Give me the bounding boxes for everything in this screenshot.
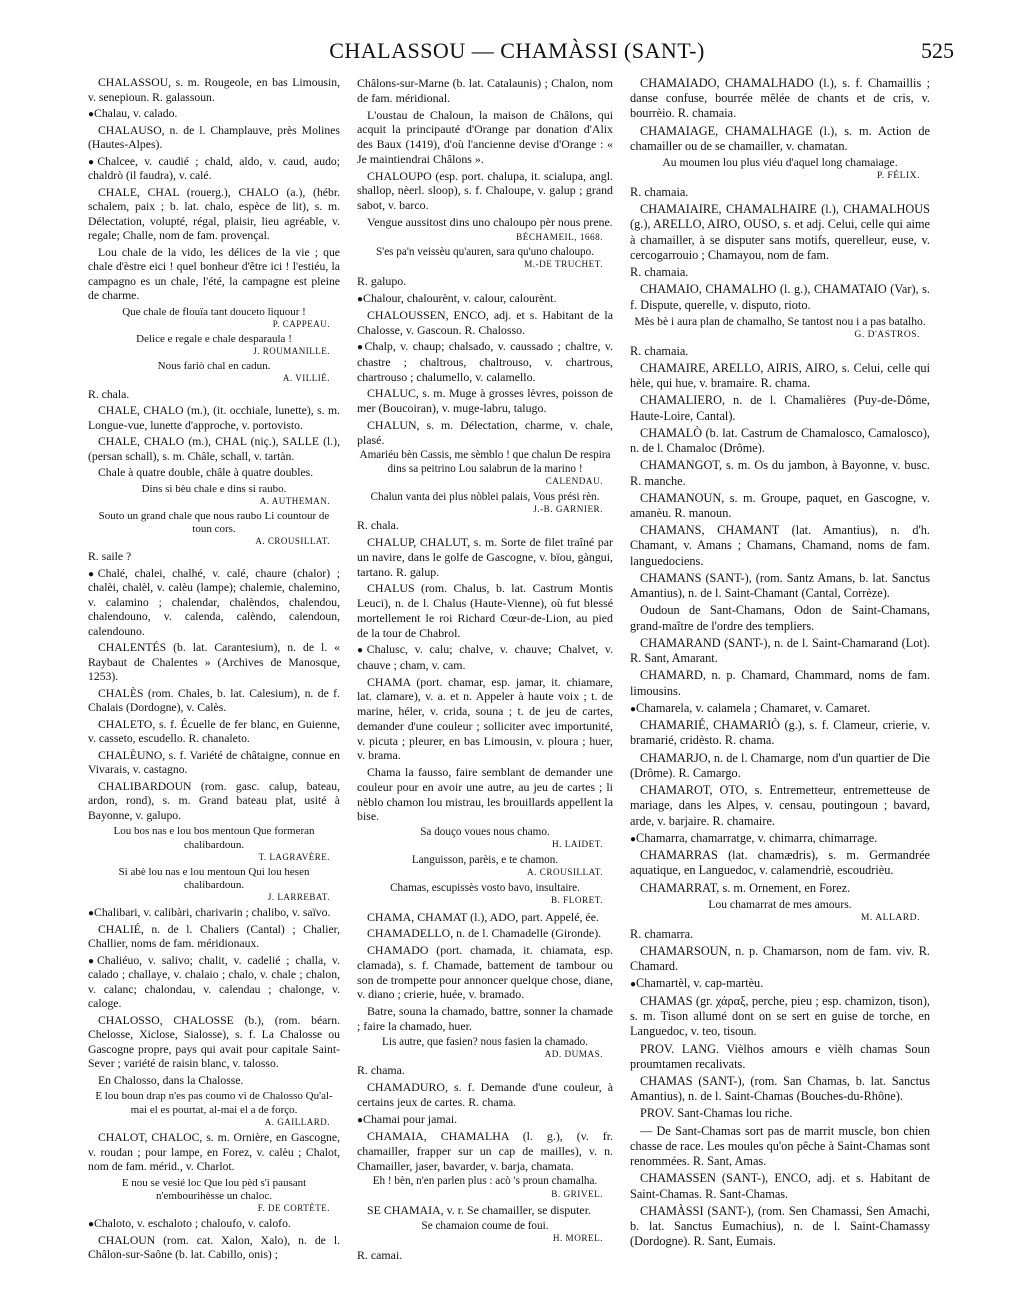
entry-continuation: R. saile ?	[88, 550, 132, 564]
entry-paragraph: PROV. LANG. Vièlhos amours e vièlh chamas Soun proumtamen recalivats.	[630, 1041, 930, 1071]
citation-author: M. ALLARD.	[860, 911, 920, 923]
citation-author: A. GAILLARD.	[264, 1116, 330, 1127]
citation-author: A. VILLIÉ.	[282, 373, 330, 384]
entry-paragraph: CHALE, CHAL (rouerg.), CHALO (a.), (hébr. schalem, paix ; b. lat. chalo, espèce de lit), s. m. Délectation, volupté, régal, plaisir, lieu agréable, v. regale; Challe, nom de fam. provençal.	[88, 185, 340, 242]
entry-continuation: R. chamaia.	[630, 184, 689, 199]
cross-reference-entry: ● Chamartèl, v. cap-martèu.	[630, 976, 930, 991]
citation-author: P. CAPPEAU.	[272, 318, 330, 329]
citation-author: P. FÉLIX.	[876, 170, 920, 182]
entry-paragraph: Batre, souna la chamado, battre, sonner la chamade ; faire la chamado, huer.	[357, 1004, 613, 1033]
entry-paragraph: En Chalosso, dans la Chalosse.	[98, 1073, 244, 1087]
citation-author: G. D'ASTROS.	[854, 328, 920, 340]
entry-paragraph: CHALÈS (rom. Chales, b. lat. Calesium), n. de f. Chalais (Dordogne), v. Calès.	[88, 686, 340, 715]
entry-continuation: R. chala.	[357, 518, 399, 533]
citation-quote: Eh ! bèn, n'en parlen plus : acò 's proun chamalha.	[372, 1175, 598, 1188]
cross-reference-entry: ● Chamarra, chamarratge, v. chimarra, chimarrage.	[630, 831, 930, 846]
entry-paragraph: Vengue aussitost dins uno chaloupo pèr nous prene.	[367, 214, 613, 229]
entry-paragraph: CHALOUPO (esp. port. chalupa, it. scialupa, angl. shallop, nèerl. sloop), s. f. Chaloupe, v. galup ; grand sabot, v. barco.	[357, 168, 613, 212]
page-number: 525	[921, 38, 954, 63]
entry-paragraph: CHALE, CHALO (m.), CHAL (niç.), SALLE (l.), (persan schall), s. m. Châle, schall, v. tartàn.	[88, 435, 340, 463]
citation-author: A. CROUSILLAT.	[255, 536, 330, 547]
column-middle	[357, 76, 613, 1265]
entry-continuation: R. galupo.	[357, 273, 407, 288]
entry-paragraph: CHALÈUNO, s. f. Variété de châtaigne, connue en Vivarais, v. castagno.	[88, 748, 340, 777]
citation-author: M.-DE TRUCHET.	[524, 259, 603, 270]
citation-quote: E lou boun drap n'es pas coumo vi de Chalosso Qu'al-mai el es pourtat, al-mai el a de forço.	[95, 1090, 333, 1116]
entry-paragraph: CHALASSOU, s. m. Rougeole, en bas Limousin, v. senepioun. R. galassoun.	[88, 76, 340, 104]
citation-quote: Se chamaion coume de foui.	[421, 1219, 549, 1232]
entry-paragraph: CHALUN, s. m. Délectation, charme, v. chale, plasé.	[357, 417, 613, 447]
entry-paragraph: CHAMAIRE, ARELLO, AIRIS, AIRO, s. Celui, celle qui hèle, qui hue, v. bramaire. R. chama.	[630, 360, 930, 391]
citation-quote: Mès bè i aura plan de chamalho, Se tantost nou i a pas batalho.	[634, 314, 926, 328]
entry-paragraph: Chama la fausso, faire semblant de demander une couleur pour en avoir une autre, au jeu de cartes ; li nèblo chamon lou mistrau, les brouillards appellent la bise.	[357, 765, 613, 824]
entry-paragraph: CHALIBARDOUN (rom. gasc. calup, bateau, ardon, rond), s. m. Grand bateau plat, usité à Bayonne, v. galupo.	[88, 779, 340, 822]
citation-author: H. LAIDET.	[551, 839, 603, 850]
entry-paragraph: CHAMANS, CHAMANT (lat. Amantius), n. d'h. Chamant, v. Amans ; Chamans, Chamand, noms de fam. languedociens.	[630, 523, 930, 568]
entry-paragraph: — De Sant-Chamas sort pas de marrit muscle, bon chien chasse de race. Les moules qu'on pêche à Saint-Chamas sont renommées. R. Sant, Amas.	[630, 1123, 930, 1169]
entry-paragraph: CHAMALÒ (b. lat. Castrum de Chamalosco, Camalosco), n. de l. Chamaloc (Drôme).	[630, 425, 930, 456]
entry-paragraph: CHAMÀSSI (SANT-), (rom. Sen Chamassi, Sen Amachi, b. lat. Sanctus Eumachius), n. de l. Saint-Chamassy (Dordogne). R. Sant, Eumais.	[630, 1203, 930, 1249]
citation-author: A. AUTHEMAN.	[259, 495, 330, 506]
entry-paragraph: CHAMARRAS (lat. chamædris), s. m. Germandrée aquatique, en Languedoc, v. calamendriè, escoudrièu.	[630, 848, 930, 878]
entry-paragraph: CHALIÉ, n. de l. Chaliers (Cantal) ; Chalier, Challier, noms de fam. méridionaux.	[88, 922, 340, 951]
citation-quote: Lou bos nas e lou bos mentoun Que formeran chalibardoun.	[113, 825, 315, 851]
cross-reference-entry: ● Chalibari, v. calibàri, charivarin ; chalibo, v. saïvo.	[88, 906, 340, 921]
entry-continuation: Châlons-sur-Marne (b. lat. Catalaunis) ; Chalon, nom de fam. méridional.	[357, 76, 613, 105]
entry-paragraph: CHAMANS (SANT-), (rom. Santz Amans, b. lat. Sanctus Amantius), n. de l. Saint-Chamant (Cantal, Corrèze).	[630, 570, 930, 601]
entry-paragraph: CHAMALIERO, n. de l. Chamalières (Puy-de-Dôme, Haute-Loire, Cantal).	[630, 393, 930, 423]
cross-reference-entry: ● Chalau, v. calado.	[88, 107, 340, 122]
entry-paragraph: CHAMASSEN (SANT-), ENCO, adj. et s. Habitant de Saint-Chamas. R. Sant-Chamas.	[630, 1171, 930, 1201]
entry-continuation: R. chamaia.	[630, 343, 689, 358]
citation-quote: Que chale de flouïa tant douceto liquour !	[122, 305, 306, 318]
entry-continuation: R. chamarra.	[630, 926, 694, 941]
citation-quote: Dins si bèu chale e dins si raubo.	[141, 482, 287, 495]
cross-reference-entry: ● Chalé, chalei, chalhé, v. calé, chaure (chalor) ; chalèi, chalèl, v. calèu (lampe); chalemie, chalemino, v. calamino ; chalendar, chalèndos, chalendou, chalendouno, v. calenda, calèndo, calendoun, calendouno.	[88, 567, 340, 640]
cross-reference-entry: ● Chaloto, v. eschaloto ; chaloufo, v. calofo.	[88, 1217, 340, 1232]
entry-paragraph: CHAMA (port. chamar, esp. jamar, it. chiamare, lat. clamare), v. a. et n. Appeler à haute voix ; t. de marine, héler, v. crida, souna ; t. de jeu de cartes, demander d'une couleur ; solliciter avec importunité, v. picuta ; pleurer, en bas Limousin, v. ploura ; huer, v. brama.	[357, 674, 613, 763]
entry-paragraph: CHALOT, CHALOC, s. m. Ornière, en Gascogne, v. roudan ; pour lampe, en Forez, v. calèu ; Chalot, nom de fam. mérid., v. Charlot.	[88, 1131, 340, 1173]
citation-quote: E nou se vesié loc Que lou pèd s'i pausant n'embourihèsse un chaloc.	[121, 1176, 307, 1202]
entry-paragraph: CHAMAIA, CHAMALHA (l. g.), (v. fr. chamailler, frapper sur un cap de mailles), v. n. Chamailler, jaser, bavarder, v. barja, chamata.	[357, 1129, 613, 1173]
citation-quote: Languisson, parèis, e te chamon.	[411, 853, 559, 866]
citation-author: J. LARREBAT.	[267, 892, 330, 903]
entry-paragraph: CHALE, CHALO (m.), (it. occhiale, lunette), s. m. Longue-vue, lunette d'approche, v. portovisto.	[88, 404, 340, 432]
entry-paragraph: CHALUP, CHALUT, s. m. Sorte de filet traîné par un navire, dans le golfe de Gascogne, v. bïou, gàngui, tartano. R. galup.	[357, 535, 613, 579]
entry-paragraph: CHALOUSSEN, ENCO, adj. et s. Habitant de la Chalosse, v. Gascoun. R. Chalosso.	[357, 307, 613, 337]
page-header	[80, 38, 954, 68]
entry-paragraph: CHAMARRAT, s. m. Ornement, en Forez.	[640, 880, 851, 895]
entry-paragraph: PROV. Sant-Chamas lou riche.	[640, 1106, 793, 1121]
entry-paragraph: CHAMADURO, s. f. Demande d'une couleur, à certains jeux de cartes. R. chama.	[357, 1080, 613, 1109]
entry-paragraph: CHALUC, s. m. Muge à grosses lèvres, poisson de mer (Boucoiran), v. muge-labru, talugo.	[357, 386, 613, 416]
citation-quote: Delice e regale e chale desparaula !	[136, 332, 292, 345]
entry-paragraph: Lou chale de la vido, les délices de la vie ; que chale d'èstre eici ! quel bonheur d'être ici ! l'estiéu, la campagno es un chale, l'été, la campagne est pleine de charme.	[88, 245, 340, 302]
cross-reference-entry: ● Chalour, chalourènt, v. calour, calourènt.	[357, 291, 613, 306]
citation-author: B. FLORET.	[550, 895, 603, 906]
citation-quote: Souto un grand chale que nous raubo Li countour de toun cors.	[98, 509, 330, 536]
entry-paragraph: Chale à quatre double, châle à quatre doubles.	[98, 466, 314, 480]
running-head: CHALASSOU — CHAMÀSSI (SANT-)	[329, 38, 705, 63]
entry-paragraph: CHALOUN (rom. cat. Xalon, Xalo), n. de l. Châlon-sur-Saône (b. lat. Cabillo, onis) ;	[88, 1233, 340, 1262]
column-left	[88, 76, 340, 1265]
entry-continuation: R. chama.	[357, 1063, 405, 1078]
citation-author: T. LAGRAVÈRE.	[258, 851, 330, 862]
column-right	[630, 76, 930, 1252]
citation-quote: Au moumen lou plus viéu d'aquel long chamaiage.	[662, 156, 898, 170]
entry-continuation: R. camai.	[357, 1247, 403, 1262]
entry-paragraph: CHAMARIÉ, CHAMARIÒ (g.), s. f. Clameur, crierie, v. bramarié, cridèsto. R. chama.	[630, 718, 930, 748]
entry-paragraph: CHAMA, CHAMAT (l.), ADO, part. Appelé, ée.	[367, 909, 599, 924]
entry-paragraph: CHAMARJO, n. de l. Chamarge, nom d'un quartier de Die (Drôme). R. Camargo.	[630, 750, 930, 780]
entry-paragraph: CHAMANGOT, s. m. Os du jambon, à Bayonne, v. busc. R. manche.	[630, 458, 930, 488]
entry-continuation: R. chamaia.	[630, 265, 689, 280]
cross-reference-entry: ● Chamarela, v. calamela ; Chamaret, v. Camaret.	[630, 701, 930, 716]
entry-paragraph: CHAMAIAIRE, CHAMALHAIRE (l.), CHAMALHOUS (g.), ARELLO, AIRO, OUSO, s. et adj. Celui, celle qui aime à chamailler, à se disputer sans motifs, querelleur, euse, v. cercogarrouio ; Chamayou, nom de fam.	[630, 202, 930, 262]
citation-author: H. MOREL.	[552, 1233, 603, 1244]
citation-quote: Nous fariò chal en cadun.	[157, 360, 271, 373]
entry-paragraph: CHAMAIO, CHAMALHO (l. g.), CHAMATAIO (Var), s. f. Dispute, querelle, v. disputo, rioto.	[630, 282, 930, 312]
citation-quote: S'es pa'n veissèu qu'auren, sara qu'uno chaloupo.	[375, 245, 595, 258]
entry-paragraph: CHAMADO (port. chamada, it. chiamata, esp. clamada), s. f. Chamade, battement de tambour ou son de trompette pour annoncer quelque chose, diane, v. diano ; crierie, huée, v. bramado.	[357, 943, 613, 1002]
entry-paragraph: CHAMAIAGE, CHAMALHAGE (l.), s. m. Action de chamailler ou de se chamailler, v. chamatan.	[630, 123, 930, 153]
entry-paragraph: CHAMARD, n. p. Chamard, Chammard, noms de fam. limousins.	[630, 668, 930, 698]
citation-author: AD. DUMAS.	[544, 1049, 603, 1060]
citation-author: A. CROUSILLAT.	[527, 867, 603, 878]
citation-quote: Si abè lou nas e lou mentoun Qui lou hesen chalibardoun.	[118, 865, 310, 892]
entry-paragraph: CHALETO, s. f. Écuelle de fer blanc, en Guienne, v. casseto, escudello. R. chanaleto.	[88, 717, 340, 746]
citation-quote: Lis autre, que fasien? nous fasien la chamado.	[382, 1035, 588, 1048]
cross-reference-entry: ● Chalp, v. chaup; chalsado, v. caussado ; chaltre, v. chastre ; chaltrous, chaltrouso, v. chartrous, chartrouso ; chalumello, v. calamello.	[357, 339, 613, 384]
cross-reference-entry: ● Chaliéuo, v. salivo; chalit, v. cadelié ; challa, v. calado ; challaye, v. chalaio ; chalo, v. chale ; chalon, v. calanc; chalondau, v. calendau ; chalonge, v. caloge.	[88, 954, 340, 1012]
citation-author: J. ROUMANILLE.	[253, 346, 330, 357]
cross-reference-entry: ● Chalcee, v. caudié ; chald, aldo, v. caud, audo; chaldrò (il faudra), v. calé.	[88, 155, 340, 184]
entry-paragraph: CHAMADELLO, n. de l. Chamadelle (Gironde).	[367, 926, 602, 941]
entry-paragraph: Oudoun de Sant-Chamans, Odon de Saint-Chamans, grand-maître de l'ordre des templiers.	[630, 603, 930, 633]
entry-paragraph: CHAMAS (SANT-), (rom. San Chamas, b. lat. Sanctus Amantius), n. de l. Saint-Chamas (Bouches-du-Rhône).	[630, 1073, 930, 1104]
entry-paragraph: CHAMAS (gr. χάραξ, perche, pieu ; esp. chamizon, tison), s. m. Tison allumé dont on se sert en guise de torche, en Languedoc, v. teo, tisoun.	[630, 993, 930, 1039]
entry-continuation: R. chala.	[88, 387, 130, 401]
entry-paragraph: CHAMARAND (SANT-), n. de l. Saint-Chamarand (Lot). R. Sant, Amarant.	[630, 635, 930, 666]
citation-quote: Chamas, escupissès vosto bavo, insultaire.	[390, 881, 580, 894]
entry-paragraph: SE CHAMAIA, v. r. Se chamailler, se disputer.	[367, 1203, 591, 1218]
citation-author: F. DE CORTÈTE.	[257, 1202, 330, 1213]
cross-reference-entry: ● Chamai pour jamai.	[357, 1112, 613, 1127]
citation-quote: Sa douço voues nous chamo.	[420, 826, 550, 839]
citation-author: BÉCHAMEIL, 1668.	[516, 231, 603, 242]
entry-paragraph: CHALENTÉS (b. lat. Carantesium), n. de l. « Raybaut de Chalentes » (Archives de Manosque, 1253).	[88, 641, 340, 684]
entry-paragraph: CHALOSSO, CHALOSSE (b.), (rom. béarn. Chelosse, Xiclose, Sialosse), s. f. La Chalosse ou Gascogne propre, pays qui avait pour capitale Saint-Sever ; variété de raisin blanc, v. talosso.	[88, 1013, 340, 1071]
entry-paragraph: CHAMANOUN, s. m. Groupe, paquet, en Gascogne, v. amanèu. R. manoun.	[630, 490, 930, 520]
citation-quote: Amariéu bèn Cassis, me sèmblo ! que chalun De respira dins sa peitrino Lou salabrun de la marino !	[359, 449, 611, 475]
entry-paragraph: CHALUS (rom. Chalus, b. lat. Castrum Montis Leuci), n. de l. Chalus (Haute-Vienne), où fut blessé mortellement le roi Richard Cœur-de-Lion, au pied de la tour de Chabrol.	[357, 581, 613, 640]
citation-author: CALENDAU.	[545, 476, 603, 487]
entry-paragraph: CHAMARSOUN, n. p. Chamarson, nom de fam. viv. R. Chamard.	[630, 943, 930, 974]
citation-author: B. GRIVEL.	[551, 1188, 603, 1199]
citation-author: J.-B. GARNIER.	[533, 504, 603, 514]
entry-paragraph: CHAMAIADO, CHAMALHADO (l.), s. f. Chamaillis ; danse confuse, bourrée mêlée de chants et de cris, v. bourrèio. R. chamaia.	[630, 76, 930, 121]
entry-paragraph: L'oustau de Chaloun, la maison de Châlons, qui acquit la principauté d'Orange par donation d'Alix des Baux (1419), d'où l'ancienne devise d'Orange : « Je maintiendrai Châlons ».	[357, 107, 613, 166]
entry-paragraph: CHAMAROT, OTO, s. Entremetteur, entremetteuse de mariage, dans les Alpes, v. censau, poutingoun ; bavard, arde, v. barjaire. R. chamaire.	[630, 783, 930, 828]
citation-quote: Lou chamarrat de mes amours.	[708, 897, 852, 911]
cross-reference-entry: ● Chalusc, v. calu; chalve, v. chauve; Chalvet, v. chauve ; cham, v. cam.	[357, 642, 613, 672]
entry-paragraph: CHALAUSO, n. de l. Champlauve, près Molines (Hautes-Alpes).	[88, 123, 340, 151]
citation-quote: Chalun vanta dei plus nòblei palais, Vous prési rèn.	[370, 490, 600, 503]
